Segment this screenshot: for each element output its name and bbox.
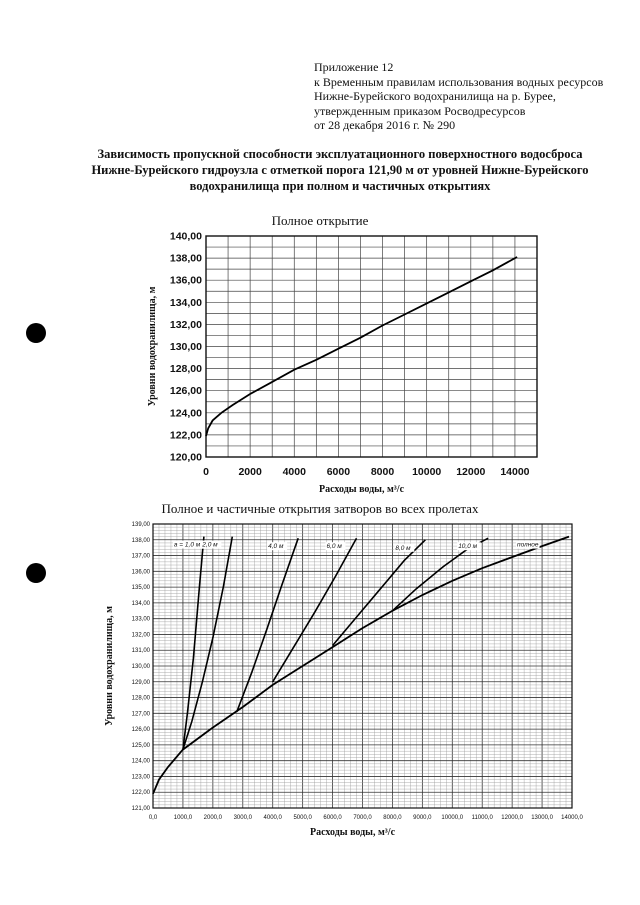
chart2-y-tick-label: 130,00 xyxy=(131,664,150,670)
chart1-y-tick-label: 124,00 xyxy=(169,407,202,420)
chart2-x-tick-label: 13000,0 xyxy=(531,815,553,821)
chart1-y-tick-label: 126,00 xyxy=(169,385,202,398)
chart2-y-tick-label: 127,00 xyxy=(131,711,150,718)
chart2-series-label: 10,0 м xyxy=(458,543,478,551)
chart2-series-label: 6,0 м xyxy=(326,543,342,551)
chart2-y-tick-label: 131,00 xyxy=(131,648,150,655)
chart1-plot xyxy=(147,231,537,496)
title-line: Зависимость пропускной способности эксплуатационного поверхностного водосброса xyxy=(97,147,583,161)
chart1-y-axis-label: Уровни водохранилища, м xyxy=(147,286,158,407)
chart2-x-tick-label: 1000,0 xyxy=(173,815,193,821)
chart1-x-tick-label: 2000 xyxy=(238,466,262,478)
chart2-x-tick-label: 2000,0 xyxy=(203,815,223,821)
chart2-y-axis-label: Уровни водохранилища, м xyxy=(104,606,115,726)
chart2-series-label: a = 1,0 м xyxy=(173,541,201,549)
header-line: утвержденным приказом Росводресурсов xyxy=(314,103,526,118)
chart1-title: Полное открытие xyxy=(271,213,369,228)
chart2-y-tick-label: 122,00 xyxy=(131,790,150,797)
chart2-series-label: 4,0 м xyxy=(268,543,284,551)
chart2-y-tick-label: 124,00 xyxy=(131,758,150,765)
header-line: к Временным правилам использования водных ресурсов xyxy=(314,74,604,89)
chart2-y-tick-label: 129,00 xyxy=(131,679,150,686)
chart1-y-tick-label: 122,00 xyxy=(169,429,202,442)
chart1-x-tick-label: 10000 xyxy=(412,466,442,478)
chart2-x-tick-label: 3000,0 xyxy=(233,815,252,821)
chart2-series-label: полное xyxy=(517,541,539,549)
chart2-x-tick-label: 14000,0 xyxy=(561,815,583,821)
chart2-x-tick-label: 6000,0 xyxy=(323,815,342,821)
chart2-plot xyxy=(104,522,584,838)
chart2-y-tick-label: 136,00 xyxy=(131,569,150,576)
chart2-x-tick-label: 11000,0 xyxy=(471,815,493,821)
chart1-x-tick-label: 6000 xyxy=(326,466,351,478)
chart2-x-tick-label: 8000,0 xyxy=(383,815,402,821)
chart2-y-tick-label: 126,00 xyxy=(131,727,150,734)
chart1-y-tick-label: 128,00 xyxy=(169,363,202,376)
chart1-y-tick-label: 132,00 xyxy=(169,318,202,331)
chart1-x-tick-label: 4000 xyxy=(282,466,306,478)
chart2-y-tick-label: 138,00 xyxy=(131,537,150,544)
chart1-y-tick-label: 140,00 xyxy=(169,230,202,243)
chart2-y-tick-label: 139,00 xyxy=(131,522,150,528)
chart2-x-tick-label: 10000,0 xyxy=(441,815,464,821)
chart2-series-label: 8,0 м xyxy=(395,544,411,552)
header-line: от 28 декабря 2016 г. № 290 xyxy=(314,118,456,132)
chart2-x-axis-label: Расходы воды, м³/с xyxy=(309,827,396,838)
chart2-x-tick-label: 7000,0 xyxy=(353,815,372,821)
chart2-y-tick-label: 132,00 xyxy=(131,632,150,639)
chart2-x-tick-label: 5000,0 xyxy=(293,815,312,821)
chart2-y-tick-label: 133,00 xyxy=(131,616,150,623)
chart2-x-tick-label: 4000,0 xyxy=(263,815,282,821)
header-line: Нижне-Бурейского водохранилища на р. Бурее, xyxy=(314,89,556,103)
title-line: Нижне-Бурейского гидроузла с отметкой порога 121,90 м от уровней Нижне-Бурейского xyxy=(91,163,589,177)
chart2-y-tick-label: 123,00 xyxy=(131,774,150,781)
chart1-y-tick-label: 120,00 xyxy=(169,451,202,464)
chart2-y-tick-label: 121,00 xyxy=(131,806,150,812)
chart2-title: Полное и частичные открытия затворов во всех пролетах xyxy=(161,501,479,516)
chart2-y-tick-label: 128,00 xyxy=(131,695,150,702)
chart2-y-tick-label: 134,00 xyxy=(131,600,150,607)
chart2-x-tick-label: 9000,0 xyxy=(413,815,432,821)
header-line: Приложение 12 xyxy=(314,60,394,74)
chart1-x-axis-label: Расходы воды, м³/с xyxy=(318,484,405,495)
chart1-x-tick-label: 8000 xyxy=(370,466,395,478)
chart2-y-tick-label: 137,00 xyxy=(131,553,150,560)
chart2-series-line xyxy=(153,537,569,794)
chart1-x-tick-label: 12000 xyxy=(456,466,486,478)
title-line: водохранилища при полном и частичных открытиях xyxy=(189,179,491,193)
chart1-y-tick-label: 130,00 xyxy=(169,341,202,353)
chart1-y-tick-label: 138,00 xyxy=(169,252,202,265)
chart2-x-tick-label: 0,0 xyxy=(148,815,158,821)
chart1-y-tick-label: 136,00 xyxy=(169,274,202,287)
chart2-y-tick-label: 135,00 xyxy=(131,585,150,592)
chart1-x-tick-label: 0 xyxy=(203,466,209,478)
chart2-y-tick-label: 125,00 xyxy=(131,742,150,749)
chart2-x-tick-label: 12000,0 xyxy=(501,815,523,821)
chart2-series-label: 2,0 м xyxy=(202,541,218,549)
chart1-x-tick-label: 14000 xyxy=(500,466,530,478)
chart1-y-tick-label: 134,00 xyxy=(169,296,202,309)
